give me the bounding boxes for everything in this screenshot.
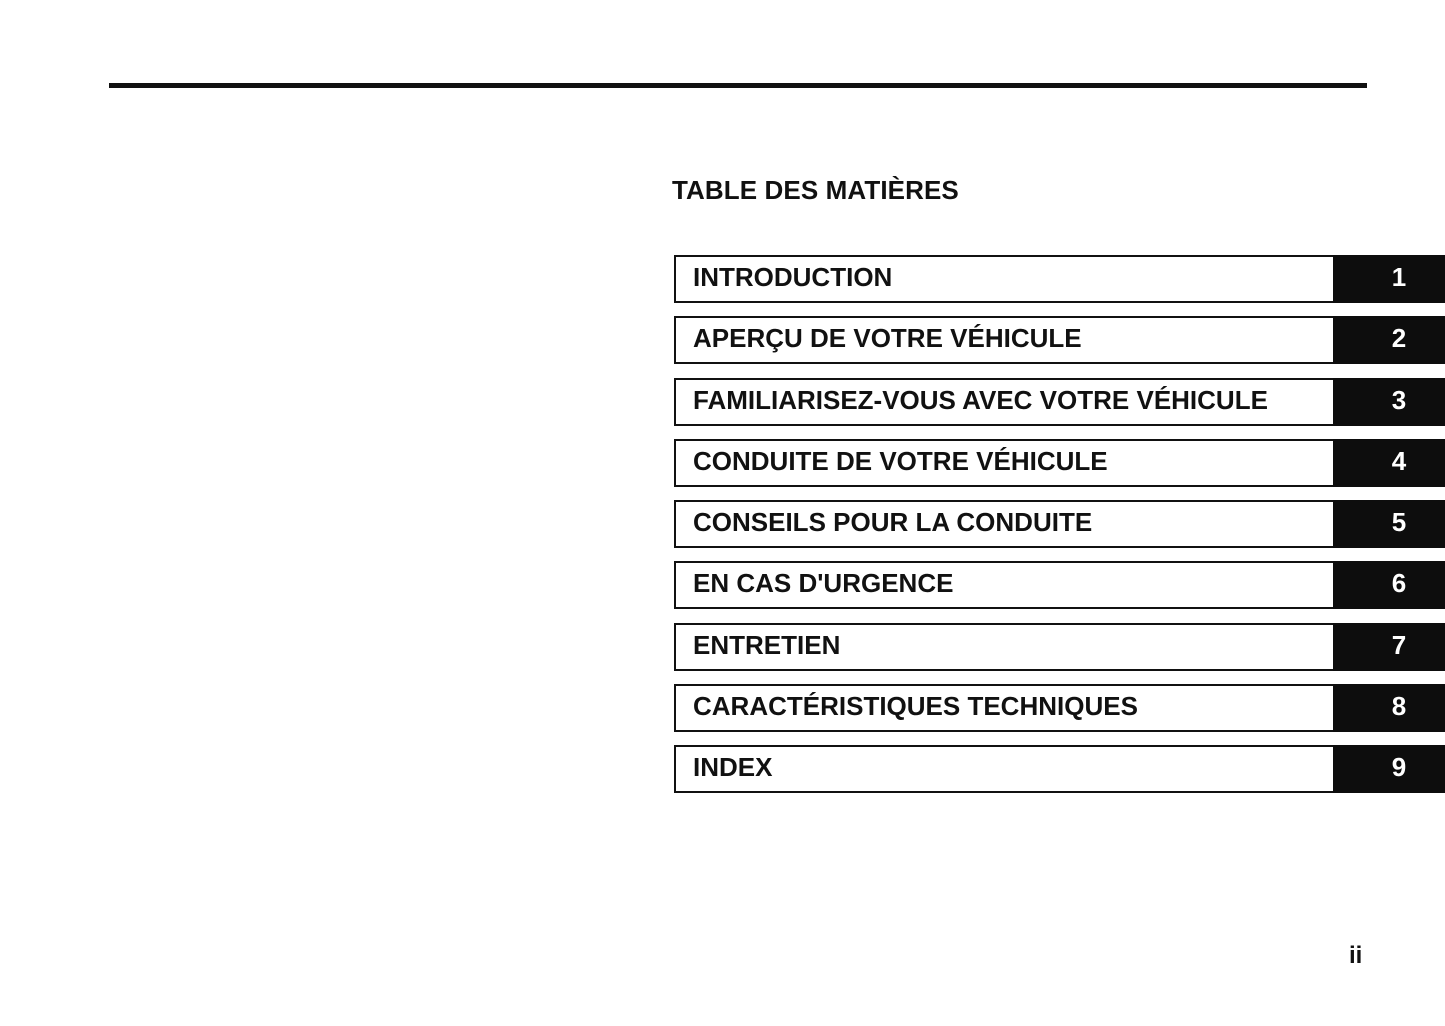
- chapter-tab: 5: [1333, 500, 1445, 548]
- chapter-tab: 4: [1333, 439, 1445, 487]
- toc-row-label: INDEX: [693, 752, 773, 783]
- chapter-tab: 6: [1333, 561, 1445, 609]
- toc-row-label: APERÇU DE VOTRE VÉHICULE: [693, 323, 1082, 354]
- table-of-contents: [674, 255, 1445, 807]
- chapter-tab: 1: [1333, 255, 1445, 303]
- toc-row-label: CONDUITE DE VOTRE VÉHICULE: [693, 445, 1108, 476]
- toc-row-urgence[interactable]: [674, 561, 1445, 609]
- toc-row-conduite[interactable]: [674, 439, 1445, 487]
- toc-row-caracteristiques[interactable]: [674, 684, 1445, 732]
- toc-row-label: CARACTÉRISTIQUES TECHNIQUES: [693, 691, 1138, 722]
- toc-row-introduction[interactable]: [674, 255, 1445, 303]
- toc-row-label: ENTRETIEN: [693, 629, 841, 660]
- chapter-tab: 2: [1333, 316, 1445, 364]
- toc-row-conseils[interactable]: [674, 500, 1445, 548]
- toc-row-index[interactable]: [674, 745, 1445, 793]
- chapter-tab: 9: [1333, 745, 1445, 793]
- page-title: TABLE DES MATIÈRES: [672, 175, 959, 205]
- toc-row-entretien[interactable]: [674, 623, 1445, 671]
- chapter-tab: 8: [1333, 684, 1445, 732]
- toc-row-familiarisez[interactable]: [674, 378, 1445, 426]
- toc-row-label: INTRODUCTION: [693, 262, 893, 292]
- page-number: ii: [1349, 942, 1363, 969]
- chapter-tab: 3: [1333, 378, 1445, 426]
- toc-row-apercu[interactable]: [674, 316, 1445, 364]
- toc-row-label: EN CAS D'URGENCE: [693, 568, 954, 599]
- chapter-tab: 7: [1333, 623, 1445, 671]
- toc-row-label: CONSEILS POUR LA CONDUITE: [693, 507, 1093, 538]
- top-rule: [109, 83, 1367, 88]
- toc-row-label: FAMILIARISEZ-VOUS AVEC VOTRE VÉHICULE: [693, 384, 1268, 415]
